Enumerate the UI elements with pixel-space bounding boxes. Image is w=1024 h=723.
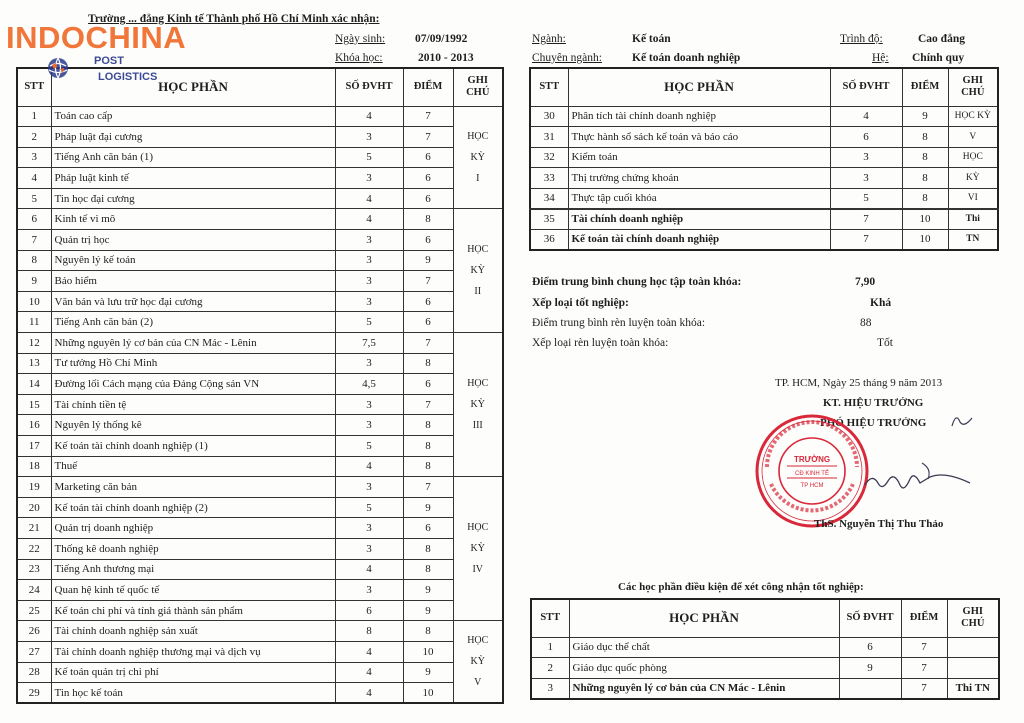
- globe-icon: [46, 56, 70, 80]
- row-stt: 14: [17, 374, 51, 395]
- row-score: 8: [403, 415, 453, 436]
- row-stt: 33: [530, 168, 568, 189]
- col-note: GHI CHÚ: [947, 599, 999, 637]
- logo-logistics: LOGISTICS: [98, 71, 158, 83]
- row-subject: Tài chính tiền tệ: [51, 394, 335, 415]
- row-score: 6: [403, 168, 453, 189]
- row-stt: 34: [530, 188, 568, 209]
- row-score: 8: [403, 209, 453, 230]
- row-credits: 3: [830, 168, 902, 189]
- semester-word: HỌC: [467, 130, 489, 142]
- row-score: 6: [403, 312, 453, 333]
- row-credits: 3: [335, 415, 403, 436]
- row-stt: 10: [17, 291, 51, 312]
- table-row: [17, 600, 503, 621]
- row-credits: 7,5: [335, 333, 403, 354]
- svg-text:TP HCM: TP HCM: [800, 483, 824, 489]
- table-row: [530, 229, 998, 250]
- table-row: [17, 230, 503, 251]
- table-row: [530, 168, 998, 189]
- row-stt: 1: [531, 637, 569, 658]
- row-score: 7: [403, 394, 453, 415]
- table-row: [17, 394, 503, 415]
- table-row: [17, 168, 503, 189]
- row-subject: Tiếng Anh căn bản (1): [51, 147, 335, 168]
- row-stt: 4: [17, 168, 51, 189]
- row-subject: Quản trị doanh nghiệp: [51, 518, 335, 539]
- row-score: 8: [902, 147, 948, 168]
- row-credits: 3: [335, 580, 403, 601]
- row-subject: Kế toán quản trị chi phí: [51, 662, 335, 683]
- row-subject: Những nguyên lý cơ bản của CN Mác - Lênin: [569, 678, 839, 699]
- row-subject: Giáo dục quốc phòng: [569, 658, 839, 679]
- table-row: [17, 291, 503, 312]
- row-score: 9: [403, 250, 453, 271]
- row-stt: 27: [17, 641, 51, 662]
- row-stt: 2: [17, 127, 51, 148]
- row-stt: 20: [17, 497, 51, 518]
- row-stt: 7: [17, 230, 51, 251]
- row-score: 7: [403, 271, 453, 292]
- row-subject: Toán cao cấp: [51, 106, 335, 127]
- row-stt: 11: [17, 312, 51, 333]
- row-subject: Giáo dục thể chất: [569, 637, 839, 658]
- row-credits: 4: [335, 188, 403, 209]
- row-note: HỌC: [948, 147, 998, 168]
- conduct-rank-label: Xếp loại rèn luyện toàn khóa:: [532, 337, 669, 349]
- row-subject: Kế toán tài chính doanh nghiệp (2): [51, 497, 335, 518]
- left-table-body: [17, 106, 503, 703]
- table-row: [17, 538, 503, 559]
- school-confirmation: Trường ... đẳng Kinh tế Thành phố Hồ Chí Minh xác nhận:: [88, 13, 380, 25]
- row-stt: 15: [17, 394, 51, 415]
- table-row: [17, 580, 503, 601]
- row-score: 9: [403, 662, 453, 683]
- table-row: [17, 559, 503, 580]
- row-subject: Tài chính doanh nghiệp thương mại và dịch vụ: [51, 641, 335, 662]
- row-score: 6: [403, 518, 453, 539]
- row-stt: 13: [17, 353, 51, 374]
- table-row: [17, 353, 503, 374]
- semester-word2: KỲ: [470, 151, 485, 163]
- system-label: Hệ:: [872, 52, 889, 64]
- row-score: 8: [403, 621, 453, 642]
- row-credits: 3: [335, 271, 403, 292]
- row-score: 9: [403, 580, 453, 601]
- col-stt: STT: [530, 68, 568, 106]
- row-credits: 4: [335, 641, 403, 662]
- table-row: [17, 188, 503, 209]
- row-note: Thi TN: [947, 678, 999, 699]
- gpa-label: Điểm trung bình chung học tập toàn khóa:: [532, 276, 742, 288]
- row-credits: 3: [335, 518, 403, 539]
- row-stt: 6: [17, 209, 51, 230]
- table-row: [17, 456, 503, 477]
- row-subject: Tư tưởng Hồ Chí Minh: [51, 353, 335, 374]
- row-credits: 3: [830, 147, 902, 168]
- col-note: GHI CHÚ: [453, 68, 503, 106]
- conditions-title: Các học phần điều kiện để xét công nhận tốt nghiệp:: [618, 581, 864, 593]
- table-row: [530, 209, 998, 230]
- row-stt: 23: [17, 559, 51, 580]
- row-score: 6: [403, 291, 453, 312]
- row-note: V: [948, 127, 998, 148]
- semester-word: HỌC: [467, 635, 489, 647]
- row-stt: 1: [17, 106, 51, 127]
- row-stt: 35: [530, 209, 568, 230]
- semester-word: HỌC: [467, 522, 489, 534]
- row-subject: Tiếng Anh thương mại: [51, 559, 335, 580]
- col-score: ĐIỂM: [403, 68, 453, 106]
- row-subject: Bảo hiểm: [51, 271, 335, 292]
- row-credits: 5: [830, 188, 902, 209]
- row-credits: 5: [335, 497, 403, 518]
- row-score: 6: [403, 374, 453, 395]
- row-subject: Nguyên lý kế toán: [51, 250, 335, 271]
- row-credits: 5: [335, 436, 403, 457]
- row-score: 8: [403, 353, 453, 374]
- row-score: 8: [403, 456, 453, 477]
- row-score: 7: [403, 127, 453, 148]
- semester-num: IV: [472, 564, 484, 576]
- row-subject: Marketing căn bản: [51, 477, 335, 498]
- col-subject: HỌC PHẦN: [568, 68, 830, 106]
- row-subject: Kiểm toán: [568, 147, 830, 168]
- system-value: Chính quy: [912, 52, 965, 64]
- row-note: KỲ: [948, 168, 998, 189]
- row-score: 6: [403, 188, 453, 209]
- col-credits: SỐ ĐVHT: [335, 68, 403, 106]
- conduct-rank-value: Tốt: [877, 337, 893, 349]
- table-row: [17, 497, 503, 518]
- row-credits: 3: [335, 394, 403, 415]
- specialty-value: Kế toán doanh nghiệp: [632, 52, 741, 64]
- course-value: 2010 - 2013: [418, 52, 474, 64]
- row-credits: 4: [335, 106, 403, 127]
- row-credits: 6: [335, 600, 403, 621]
- table-row: [17, 271, 503, 292]
- row-credits: 4: [335, 559, 403, 580]
- table-row: [17, 333, 503, 354]
- row-subject: Tin học kế toán: [51, 683, 335, 704]
- row-score: 8: [403, 559, 453, 580]
- row-subject: Quan hệ kinh tế quốc tế: [51, 580, 335, 601]
- row-credits: 4,5: [335, 374, 403, 395]
- row-stt: 19: [17, 477, 51, 498]
- table-row: [530, 147, 998, 168]
- row-score: 10: [902, 209, 948, 230]
- row-credits: 4: [335, 456, 403, 477]
- row-note: VI: [948, 188, 998, 209]
- semester-word2: KỲ: [470, 399, 485, 411]
- row-stt: 28: [17, 662, 51, 683]
- col-credits: SỐ ĐVHT: [839, 599, 901, 637]
- row-stt: 22: [17, 538, 51, 559]
- row-stt: 30: [530, 106, 568, 127]
- grades-table-right: [529, 67, 999, 251]
- row-stt: 25: [17, 600, 51, 621]
- row-subject: Pháp luật kinh tế: [51, 168, 335, 189]
- semester-note: [453, 209, 503, 333]
- gpa-value: 7,90: [855, 276, 876, 288]
- table-row: [17, 518, 503, 539]
- col-subject: HỌC PHẦN: [569, 599, 839, 637]
- table-row: [17, 147, 503, 168]
- row-note: HỌC KỲ: [948, 106, 998, 127]
- semester-note: [453, 621, 503, 703]
- semester-note: [453, 333, 503, 477]
- row-note: TN: [948, 229, 998, 250]
- row-subject: Tin học đại cương: [51, 188, 335, 209]
- row-note: Thi: [948, 209, 998, 230]
- col-subject: HỌC PHẦN: [51, 68, 335, 106]
- table-row: [17, 106, 503, 127]
- table-row: [17, 209, 503, 230]
- row-stt: 29: [17, 683, 51, 704]
- table-row: [531, 658, 999, 679]
- row-credits: 4: [335, 662, 403, 683]
- col-stt: STT: [17, 68, 51, 106]
- semester-word2: KỲ: [470, 543, 485, 555]
- table-row: [531, 678, 999, 699]
- indochina-logo: [6, 18, 206, 83]
- row-credits: 4: [335, 209, 403, 230]
- logo-brand: INDOCHINA: [6, 20, 187, 55]
- level-value: Cao đẳng: [918, 33, 965, 45]
- conduct-value: 88: [860, 317, 872, 329]
- row-credits: 3: [335, 538, 403, 559]
- major-label: Ngành:: [532, 33, 566, 45]
- table-row: [531, 637, 999, 658]
- table-row: [17, 374, 503, 395]
- row-score: 8: [403, 436, 453, 457]
- row-score: 7: [901, 678, 947, 699]
- semester-word: HỌC: [467, 378, 489, 390]
- course-label: Khóa học:: [335, 52, 383, 64]
- row-credits: 3: [335, 353, 403, 374]
- row-credits: 6: [830, 127, 902, 148]
- conditions-table-body: [531, 637, 999, 699]
- grad-label: Xếp loại tốt nghiệp:: [532, 297, 629, 309]
- row-score: 9: [403, 600, 453, 621]
- signature-scrawl: [860, 455, 980, 500]
- row-subject: Thống kê doanh nghiệp: [51, 538, 335, 559]
- table-row: [530, 106, 998, 127]
- grades-table-left: [16, 67, 504, 704]
- row-subject: Kế toán chi phí và tính giá thành sản phẩm: [51, 600, 335, 621]
- row-subject: Tài chính doanh nghiệp: [568, 209, 830, 230]
- svg-text:TRƯỜNG: TRƯỜNG: [793, 455, 831, 464]
- row-credits: 5: [335, 147, 403, 168]
- table-row: [17, 415, 503, 436]
- row-subject: Đường lối Cách mạng của Đảng Cộng sản VN: [51, 374, 335, 395]
- row-subject: Phân tích tài chính doanh nghiệp: [568, 106, 830, 127]
- row-subject: Kế toán tài chính doanh nghiệp (1): [51, 436, 335, 457]
- row-stt: 32: [530, 147, 568, 168]
- specialty-label: Chuyên ngành:: [532, 52, 602, 64]
- row-subject: Thực tập cuối khóa: [568, 188, 830, 209]
- semester-word: HỌC: [467, 244, 489, 256]
- row-score: 7: [901, 637, 947, 658]
- row-score: 7: [403, 106, 453, 127]
- semester-num: III: [472, 420, 483, 432]
- row-stt: 24: [17, 580, 51, 601]
- row-credits: [839, 678, 901, 699]
- col-credits: SỐ ĐVHT: [830, 68, 902, 106]
- row-stt: 21: [17, 518, 51, 539]
- table-row: [530, 127, 998, 148]
- school-seal: [753, 412, 871, 530]
- initial-mark: [948, 408, 976, 430]
- table-row: [17, 312, 503, 333]
- row-credits: 8: [335, 621, 403, 642]
- row-score: 8: [902, 127, 948, 148]
- row-credits: 4: [335, 683, 403, 704]
- col-note: GHI CHÚ: [948, 68, 998, 106]
- row-score: 8: [403, 538, 453, 559]
- svg-text:CĐ KINH TẾ: CĐ KINH TẾ: [795, 471, 829, 477]
- row-note: [947, 658, 999, 679]
- row-score: 10: [403, 683, 453, 704]
- row-score: 10: [403, 641, 453, 662]
- signer-title-2: PHÓ HIỆU TRƯỞNG: [820, 417, 927, 429]
- conduct-label: Điểm trung bình rèn luyện toàn khóa:: [532, 317, 706, 329]
- semester-num: I: [476, 172, 480, 184]
- place-date: TP. HCM, Ngày 25 tháng 9 năm 2013: [775, 377, 943, 389]
- row-subject: Thực hành sổ sách kế toán và báo cáo: [568, 127, 830, 148]
- row-subject: Thuế: [51, 456, 335, 477]
- row-subject: Pháp luật đại cương: [51, 127, 335, 148]
- row-score: 9: [403, 497, 453, 518]
- grad-value: Khá: [870, 297, 892, 309]
- row-stt: 26: [17, 621, 51, 642]
- row-score: 6: [403, 230, 453, 251]
- row-score: 6: [403, 147, 453, 168]
- row-subject: Văn bản và lưu trữ học đại cương: [51, 291, 335, 312]
- conditions-table: [530, 598, 1000, 700]
- col-score: ĐIỂM: [902, 68, 948, 106]
- table-row: [17, 477, 503, 498]
- row-subject: Kinh tế vi mô: [51, 209, 335, 230]
- row-stt: 18: [17, 456, 51, 477]
- row-score: 9: [902, 106, 948, 127]
- row-stt: 9: [17, 271, 51, 292]
- row-credits: 3: [335, 230, 403, 251]
- table-row: [17, 683, 503, 704]
- row-credits: 3: [335, 168, 403, 189]
- row-stt: 2: [531, 658, 569, 679]
- table-row: [530, 188, 998, 209]
- row-stt: 17: [17, 436, 51, 457]
- row-stt: 3: [17, 147, 51, 168]
- row-stt: 3: [531, 678, 569, 699]
- row-credits: 3: [335, 127, 403, 148]
- semester-word2: KỲ: [470, 656, 485, 668]
- signer-name: ThS. Nguyễn Thị Thu Thảo: [814, 518, 944, 530]
- row-score: 8: [902, 168, 948, 189]
- table-row: [17, 641, 503, 662]
- row-stt: 8: [17, 250, 51, 271]
- dob-label: Ngày sinh:: [335, 33, 386, 45]
- major-value: Kế toán: [632, 33, 671, 45]
- row-credits: 6: [839, 637, 901, 658]
- semester-num: V: [474, 677, 482, 689]
- row-credits: 4: [830, 106, 902, 127]
- table-row: [17, 436, 503, 457]
- col-stt: STT: [531, 599, 569, 637]
- level-label: Trình độ:: [840, 33, 883, 45]
- table-row: [17, 662, 503, 683]
- row-stt: 36: [530, 229, 568, 250]
- row-score: 8: [902, 188, 948, 209]
- row-subject: Kế toán tài chính doanh nghiệp: [568, 229, 830, 250]
- row-score: 7: [901, 658, 947, 679]
- semester-note: [453, 106, 503, 209]
- table-row: [17, 621, 503, 642]
- row-subject: Những nguyên lý cơ bản của CN Mác - Lênin: [51, 333, 335, 354]
- row-subject: Nguyên lý thống kê: [51, 415, 335, 436]
- row-score: 7: [403, 477, 453, 498]
- semester-note: [453, 477, 503, 621]
- table-row: [17, 127, 503, 148]
- signer-title-1: KT. HIỆU TRƯỞNG: [823, 397, 924, 409]
- row-stt: 12: [17, 333, 51, 354]
- row-credits: 3: [335, 250, 403, 271]
- row-subject: Thị trường chứng khoán: [568, 168, 830, 189]
- logo-post: POST: [94, 55, 124, 67]
- row-credits: 3: [335, 291, 403, 312]
- row-credits: 5: [335, 312, 403, 333]
- row-score: 7: [403, 333, 453, 354]
- row-credits: 7: [830, 229, 902, 250]
- row-subject: Tài chính doanh nghiệp sản xuất: [51, 621, 335, 642]
- semester-word2: KỲ: [470, 265, 485, 277]
- row-subject: Quản trị học: [51, 230, 335, 251]
- col-score: ĐIỂM: [901, 599, 947, 637]
- row-credits: 3: [335, 477, 403, 498]
- row-score: 10: [902, 229, 948, 250]
- row-subject: Tiếng Anh căn bản (2): [51, 312, 335, 333]
- table-row: [17, 250, 503, 271]
- semester-num: II: [474, 286, 482, 298]
- row-credits: 7: [830, 209, 902, 230]
- row-stt: 5: [17, 188, 51, 209]
- row-stt: 16: [17, 415, 51, 436]
- right-table-body: [530, 106, 998, 250]
- row-note: [947, 637, 999, 658]
- row-credits: 9: [839, 658, 901, 679]
- dob-value: 07/09/1992: [415, 33, 468, 45]
- row-stt: 31: [530, 127, 568, 148]
